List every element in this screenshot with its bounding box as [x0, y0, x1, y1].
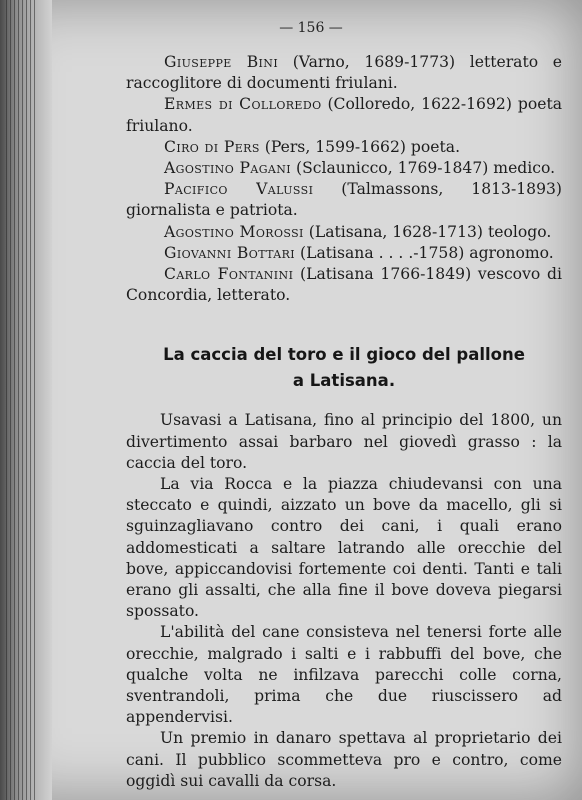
person-name: Ermes di Colloredo — [164, 95, 322, 114]
person-name: Agostino Morossi — [164, 222, 304, 241]
list-item — [126, 179, 562, 221]
person-name: Carlo Fontanini — [164, 265, 294, 284]
paragraph: Usavasi a Latisana, fino al principio del 1800, un divertimento assai barbaro nel giovedì grasso : la caccia del toro. — [126, 411, 562, 472]
entry-list — [126, 52, 562, 306]
page-edges — [6, 0, 36, 800]
page-number: — 156 — — [279, 20, 343, 36]
person-details: (Colloredo, 1622-1692) poeta friulano. — [126, 95, 563, 135]
person-name: Ciro di Pers — [164, 137, 260, 156]
person-details: (Latisana, 1628-1713) teologo. — [303, 222, 552, 241]
person-details: (Latisana . . . .-1758) agronomo. — [295, 243, 554, 262]
person-details: (Pers, 1599-1662) poeta. — [259, 137, 461, 156]
person-name: Agostino Pagani — [164, 159, 292, 178]
book-gutter — [0, 0, 52, 800]
list-item — [126, 222, 562, 243]
person-name: Giovanni Bottari — [164, 243, 296, 262]
list-item — [126, 264, 562, 306]
person-details: (Talmassons, 1813-1893) giornalista e patriota. — [126, 180, 562, 220]
section-body — [126, 410, 562, 792]
list-item — [126, 52, 562, 94]
paragraph: Un premio in danaro spettava al proprietario dei cani. Il pubblico scommetteva pro e contro, come oggidì sui cavalli da corsa. — [126, 729, 562, 790]
section-heading-line: a Latisana. — [292, 371, 396, 391]
list-item — [126, 94, 562, 136]
section-heading-line: La caccia del toro e il gioco del pallone — [163, 345, 525, 365]
list-item — [126, 137, 562, 158]
person-name: Giuseppe Bini — [164, 53, 279, 71]
list-item — [126, 243, 562, 264]
list-item — [126, 158, 562, 179]
person-details: (Latisana 1766-1849) vescovo di Concordia, letterato. — [126, 265, 562, 305]
page-content — [126, 52, 562, 792]
paragraph: La via Rocca e la piazza chiudevansi con una steccato e quindi, aizzato un bove da macello, gli si sguinzagliavano contro dei cani, i quali erano addomesticati a saltare latrando alle orecchie del bove, appiccandovisi fortemente coi denti. Tanti e tali erano gli assalti, che alla fine il bove doveva piegarsi spossato. — [126, 475, 562, 621]
paragraph: L'abilità del cane consisteva nel tenersi forte alle orecchie, malgrado i salti e i rabbuffi del bove, che qualche volta ne infilzava parecchi colle corna, sventrandoli, prima che due riuscissero ad appendervisi. — [126, 623, 562, 727]
person-name: Pacifico Valussi — [164, 180, 314, 199]
person-details: (Sclaunicco, 1769-1847) medico. — [291, 159, 556, 178]
section-heading — [126, 342, 562, 394]
person-details: (Varno, 1689-1773) letterato e raccoglitore di documenti friulani. — [126, 53, 562, 93]
